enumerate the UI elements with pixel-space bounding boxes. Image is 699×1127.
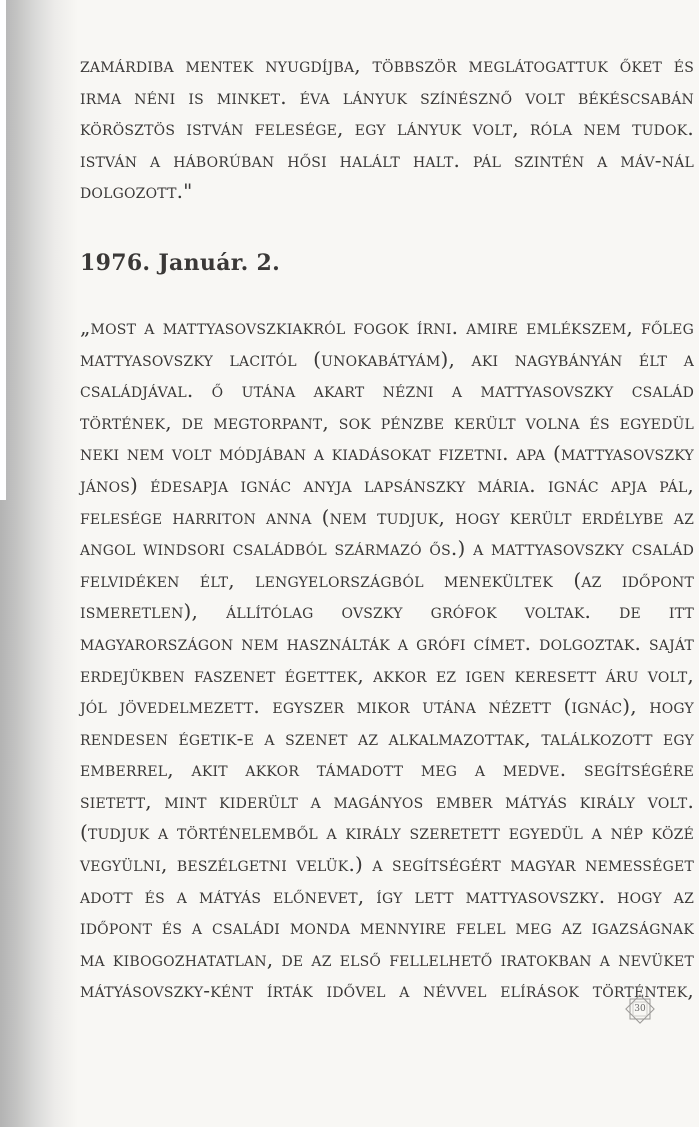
paragraph-main: „most a mattyasovszkiakról fogok írni. amire emlékszem, főleg mattyasovszky lacitól (unokabátyám), aki nagybányán élt a családjával. ő utána akart nézni a mattyasovszky család történek, de megtorpant, sok pénzbe került volna és egyedül neki nem volt módjában a kiadásokat fizetni. apa (mattyasovszky jános) édesapja ignác anyja lapsánszky mária. ignác apja pál, felesége harriton anna (nem tudjuk, hogy került erdélybe az angol windsori családból származó ős.) a mattyasovszky család felvidéken élt, lengyelországból menekültek (az időpont ismeretlen), állítólag ovszky grófok voltak. de itt magyarországon nem használták a grófi címet. dolgoztak. saját erdejükben faszenet égettek, akkor ez igen keresett áru volt, jól jövedelmezett. egyszer mikor utána nézett (ignác), hogy rendesen égetik-e a szenet az alkalmazottak, találkozott egy emberrel, akit akkor támadott meg a medve. segítségére sietett, mint kiderült a magányos ember mátyás király volt. (tudjuk a történelemből a király szeretett egyedül a nép közé vegyülni, beszélgetni velük.) a segítségért magyar nemességet adott és a mátyás előnevet, így lett mattyasovszky. hogy az időpont és a családi monda mennyire felel meg az igazságnak ma kibogozhatatlan, de az első fellelhető iratokban a nevüket mátyásovszky-ként írták idővel a névvel elírások történtek, <box>80 314 694 1003</box>
page-number: 30 <box>634 1004 646 1014</box>
page-binding-shadow <box>0 0 78 1127</box>
scan-edge <box>0 0 6 500</box>
paragraph-intro: zamárdiba mentek nyugdíjba, többször meglátogattuk őket és irma néni is minket. éva lányuk színésznő volt békéscsabán körösztös istván felesége, egy lányuk volt, róla nem tudok. istván a háborúban hősi halált halt. pál szintén a máv-nál dolgozott." <box>80 53 694 204</box>
page-number-badge <box>627 996 653 1022</box>
date-heading: 1976. Január. 2. <box>80 249 281 276</box>
page-body <box>80 50 694 1007</box>
